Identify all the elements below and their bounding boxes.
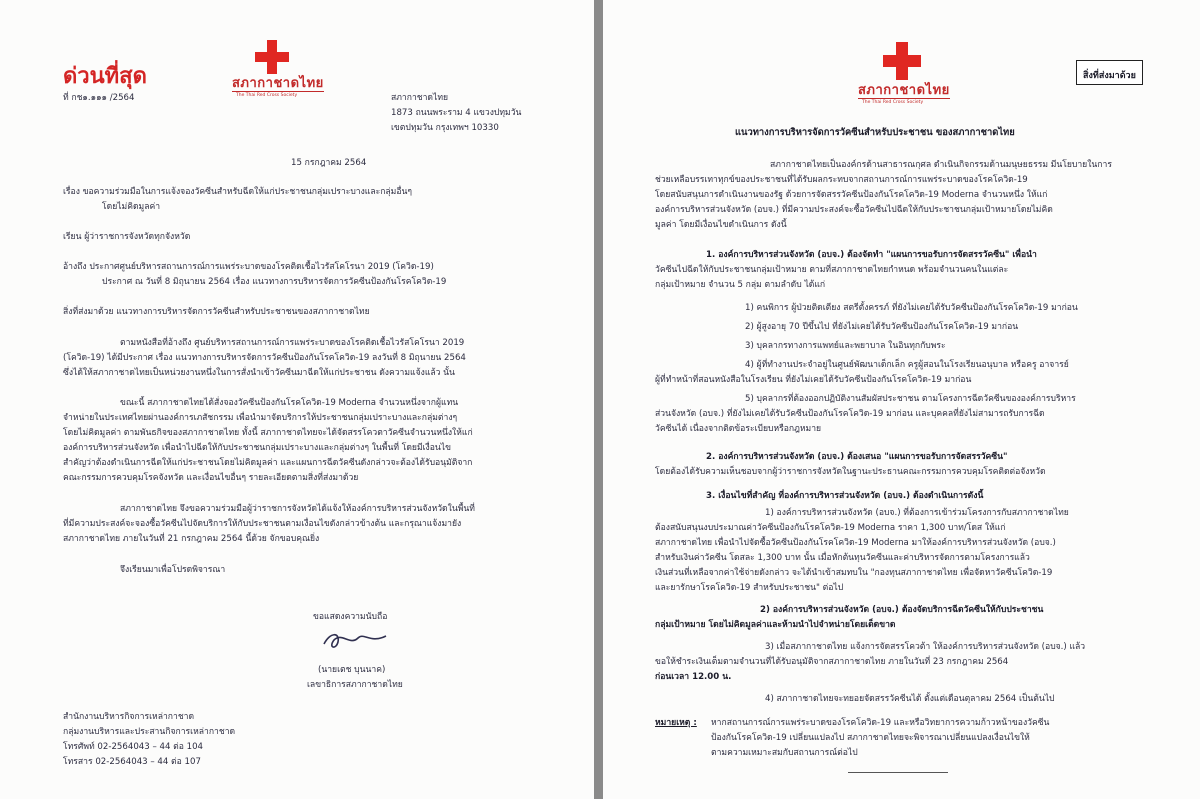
group-3: 3) บุคลากรทางการแพทย์และพยาบาล ในอินทุกกับพระ <box>745 341 946 351</box>
note-line-1: หากสถานการณ์การแพร่ระบาดของโรคโควิด-19 และหรือวิทยาการความก้าวหน้าของวัคซีน <box>711 718 1050 728</box>
para2-line-6: คณะกรรมการควบคุมโรคจังหวัด และเงื่อนไขอื่นๆ รายละเอียดตามสิ่งที่ส่งมาด้วย <box>63 473 359 483</box>
condition-1-line-5: เงินส่วนที่เหลือจากค่าใช้จ่ายดังกล่าว จะได้นำเข้าสมทบใน "กองทุนสภากาชาดไทย เพื่อจัดหาวัคซีนโควิด-19 <box>655 568 1053 578</box>
section-2-body: โดยต้องได้รับความเห็นชอบจากผู้ว่าราชการจังหวัดในฐานะประธานคณะกรรมการควบคุมโรคติดต่อจังหวัด <box>655 467 1046 477</box>
group-1: 1) คนพิการ ผู้ป่วยติดเตียง สตรีตั้งครรภ์ ที่ยังไม่เคยได้รับวัคซีนป้องกันโรคโควิด-19 มาก่อน <box>745 303 1078 313</box>
note-label: หมายเหตุ : <box>655 718 697 728</box>
para1-line-2: (โควิด-19) ได้มีประกาศ เรื่อง แนวทางการบริหารจัดการวัคซีนป้องกันโรคโควิด-19 ลงวันที่ 8 มิถุนายน 2564 <box>63 353 466 363</box>
enclosure-stamp-text: สิ่งที่ส่งมาด้วย <box>1083 71 1136 81</box>
enclosure-title: แนวทางการบริหารจัดการวัคซีนสำหรับประชาชน ของสภากาชาดไทย <box>735 127 1015 138</box>
logo-text-th: สภากาชาดไทย <box>858 83 950 98</box>
para1-line-1: ตามหนังสือที่อ้างถึง ศูนย์บริหารสถานการณ์การแพร่ระบาดของโรคติดเชื้อไวรัสโคโรนา 2019 <box>120 338 465 348</box>
condition-1-line-6: และยารักษาโรคโควิด-19 สำหรับประชาชน" ต่อไป <box>655 583 844 593</box>
group-5-line-2: ส่วนจังหวัด (อบจ.) ที่ยังไม่เคยได้รับวัคซีนป้องกันโรคโควิด-19 มาก่อน และบุคคลที่ยังไม่สามารถรับการฉีด <box>655 409 1045 419</box>
enclosure-stamp <box>1076 60 1143 85</box>
letter-page <box>0 0 594 799</box>
sender-line-3: เขตปทุมวัน กรุงเทพฯ 10330 <box>391 123 499 133</box>
para2-line-1: ขณะนี้ สภากาชาดไทยได้สั่งจองวัคซีนป้องกันโรคโควิด-19 Moderna จำนวนหนึ่งจากผู้แทน <box>120 398 459 408</box>
recipient: เรียน ผู้ว่าราชการจังหวัดทุกจังหวัด <box>63 232 191 242</box>
para3-line-1: สภากาชาดไทย จึงขอความร่วมมือผู้ว่าราชการจังหวัดได้แจ้งให้องค์การบริหารส่วนจังหวัดในพื้นที่ <box>120 504 475 514</box>
group-5-line-1: 5) บุคลากรที่ต้องออกปฏิบัติงานสัมผัสประชาชน ตามโครงการฉีดวัคซีนขององค์การบริหาร <box>745 394 1076 404</box>
note-line-2: ป้องกันโรคโควิด-19 เปลี่ยนแปลงไป สภากาชาดไทยจะพิจารณาเปลี่ยนแปลงเงื่อนไขให้ <box>711 733 1030 743</box>
para2-line-2: จำหน่ายในประเทศไทยผ่านองค์การเภสัชกรรม เพื่อนำมาจัดบริการให้ประชาชนกลุ่มเปราะบางและกลุ่มต่างๆ <box>63 413 458 423</box>
section-3-title: 3. เงื่อนไขที่สำคัญ ที่องค์การบริหารส่วนจังหวัด (อบจ.) ต้องดำเนินการดังนี้ <box>706 491 984 501</box>
sender-line-2: 1873 ถนนพระราม 4 แขวงปทุมวัน <box>391 108 522 118</box>
section-1-title: 1. องค์การบริหารส่วนจังหวัด (อบจ.) ต้องจัดทำ "แผนการขอรับการจัดสรรวัคซีน" เพื่อนำ <box>706 250 1037 260</box>
intro-line-2: ช่วยเหลือบรรเทาทุกข์ของประชาชนที่ได้รับผลกระทบจากสถานการณ์การแพร่ระบาดของโรคโควิด-19 <box>655 175 1028 185</box>
red-cross-logo <box>255 40 289 74</box>
condition-1-line-2: ต้องสนับสนุนงบประมาณค่าวัคซีนป้องกันโรคโควิด-19 Moderna ราคา 1,300 บาท/โดส ให้แก่ <box>655 523 1006 533</box>
subject-line-2: โดยไม่คิดมูลค่า <box>102 202 161 212</box>
para1-line-3: ซึ่งได้ให้สภากาชาดไทยเป็นหน่วยงานหนึ่งในการสั่งนำเข้าวัคซีนมาฉีดให้แก่ประชาชน ดังความแจ้งแล้ว นั้น <box>63 368 455 378</box>
handwritten-signature <box>320 626 390 654</box>
section-1-body-1: วัคซีนไปฉีดให้กับประชาชนกลุ่มเป้าหมาย ตามที่สภากาชาดไทยกำหนด พร้อมจำนวนคนในแต่ละ <box>655 265 1009 275</box>
condition-3-line-3: ก่อนเวลา 12.00 น. <box>655 672 732 682</box>
para2-line-4: องค์การบริหารส่วนจังหวัด เพื่อนำไปฉีดให้กับประชาชนกลุ่มเปราะบางและกลุ่มต่างๆ ในพื้นที่ โดยมีเงื่อนไข <box>63 443 451 453</box>
section-1-body-2: กลุ่มเป้าหมาย จำนวน 5 กลุ่ม ตามลำดับ ได้แก่ <box>655 280 826 290</box>
intro-line-1: สภากาชาดไทยเป็นองค์กรด้านสาธารณกุศล ดำเนินกิจกรรมด้านมนุษยธรรม มีนโยบายในการ <box>770 160 1112 170</box>
subject-line-1: เรื่อง ขอความร่วมมือในการแจ้งจองวัคซีนสำหรับฉีดให้แก่ประชาชนกลุ่มเปราะบางและกลุ่มอื่นๆ <box>63 187 412 197</box>
office-phone: โทรศัพท์ 02-2564043 – 44 ต่อ 104 <box>63 742 204 752</box>
office-line-1: สำนักงานบริหารกิจการเหล่ากาชาด <box>63 712 195 722</box>
end-rule <box>848 772 948 773</box>
condition-1-line-3: สภากาชาดไทย เพื่อนำไปจัดซื้อวัคซีนป้องกันโรคโควิด-19 Moderna มาให้องค์การบริหารส่วนจังหวัด (อบจ.) <box>655 538 1056 548</box>
enclosure: สิ่งที่ส่งมาด้วย แนวทางการบริหารจัดการวัคซีนสำหรับประชาชนของสภากาชาดไทย <box>63 307 370 317</box>
para3-line-3: สภากาชาดไทย ภายในวันที่ 21 กรกฎาคม 2564 นี้ด้วย จักขอบคุณยิ่ง <box>63 534 320 544</box>
para3-line-2: ที่มีความประสงค์จะจองซื้อวัคซีนไปจัดบริการให้กับประชาชนตามเงื่อนไขดังกล่าวข้างต้น และกรุณาแจ้งมายัง <box>63 519 462 529</box>
letter-date: 15 กรกฎาคม 2564 <box>291 158 367 168</box>
logo-text-en: The Thai Red Cross Society <box>236 93 298 98</box>
red-cross-logo <box>883 42 921 80</box>
section-2-title: 2. องค์การบริหารส่วนจังหวัด (อบจ.) ต้องเสนอ "แผนการขอรับการจัดสรรวัคซีน" <box>706 452 1008 462</box>
reference-line-2: ประกาศ ณ วันที่ 8 มิถุนายน 2564 เรื่อง แนวทางการบริหารจัดการวัคซีนป้องกันโรคโควิด-19 <box>102 277 447 287</box>
condition-2-line-2: กลุ่มเป้าหมาย โดยไม่คิดมูลค่าและห้ามนำไปจำหน่ายโดยเด็ดขาด <box>655 620 896 630</box>
document-number: ที่ กช๑.๑๑๑ /2564 <box>63 93 135 103</box>
regards: ขอแสดงความนับถือ <box>313 612 388 622</box>
group-2: 2) ผู้สูงอายุ 70 ปีขึ้นไป ที่ยังไม่เคยได้รับวัคซีนป้องกันโรคโควิด-19 มาก่อน <box>745 322 1019 332</box>
condition-4: 4) สภากาชาดไทยจะทยอยจัดสรรวัคซีนได้ ตั้งแต่เดือนตุลาคม 2564 เป็นต้นไป <box>765 694 1055 704</box>
para2-line-5: สำคัญว่าต้องดำเนินการฉีดให้แก่ประชาชนโดยไม่คิดมูลค่า และแผนการฉีดวัคซีนดังกล่าวจะต้องได้รับอนุมัติจาก <box>63 458 473 468</box>
intro-line-5: มูลค่า โดยมีเงื่อนไขดำเนินการ ดังนี้ <box>655 220 787 230</box>
para2-line-3: โดยไม่คิดมูลค่า ตามพันธกิจของสภากาชาดไทย ทั้งนี้ สภากาชาดไทยจะได้จัดสรรโควตาวัคซีนจำนวนหนึ่งให้แก่ <box>63 428 473 438</box>
office-line-2: กลุ่มงานบริหารและประสานกิจการเหล่ากาชาด <box>63 727 236 737</box>
sender-line-1: สภากาชาดไทย <box>391 93 449 103</box>
condition-1-line-1: 1) องค์การบริหารส่วนจังหวัด (อบจ.) ที่ต้องการเข้าร่วมโครงการกับสภากาชาดไทย <box>765 508 1069 518</box>
logo-text-th: สภากาชาดไทย <box>232 76 324 91</box>
urgency-stamp: ด่วนที่สุด <box>63 63 147 89</box>
condition-3-line-2: ขอให้ชำระเงินเต็มตามจำนวนที่ได้รับอนุมัติจากสภากาชาดไทย ภายในวันที่ 23 กรกฎาคม 2564 <box>655 657 1009 667</box>
note-line-3: ตามความเหมาะสมกับสถานการณ์ต่อไป <box>711 748 858 758</box>
group-4-line-2: ผู้ที่ทำหน้าที่สอนหนังสือในโรงเรียน ที่ยังไม่เคยได้รับวัคซีนป้องกันโรคโควิด-19 มาก่อน <box>655 375 972 385</box>
group-4-line-1: 4) ผู้ที่ทำงานประจำอยู่ในศูนย์พัฒนาเด็กเล็ก ครูผู้สอนในโรงเรียนอนุบาล หรือครู อาจารย์ <box>745 360 1069 370</box>
condition-3-line-1: 3) เมื่อสภากาชาดไทย แจ้งการจัดสรรโควต้า ให้องค์การบริหารส่วนจังหวัด (อบจ.) แล้ว <box>765 642 1086 652</box>
office-fax: โทรสาร 02-2564043 – 44 ต่อ 107 <box>63 757 201 767</box>
logo-text-en: The Thai Red Cross Society <box>862 100 924 105</box>
signer-name: (นายเตช บุนนาค) <box>318 665 386 675</box>
group-5-line-3: วัคซีนได้ เนื่องจากติดข้อระเบียบหรือกฎหมาย <box>655 424 822 434</box>
condition-2-line-1: 2) องค์การบริหารส่วนจังหวัด (อบจ.) ต้องจัดบริการฉีดวัคซีนให้กับประชาชน <box>760 605 1044 615</box>
condition-1-line-4: สำหรับเงินค่าวัคซีน โดสละ 1,300 บาท นั้น เมื่อหักต้นทุนวัคซีนและค่าบริหารจัดการตามโครงการแล้ว <box>655 553 1030 563</box>
signer-title: เลขาธิการสภากาชาดไทย <box>307 680 403 690</box>
intro-line-3: โดยสนับสนุนการดำเนินงานของรัฐ ด้วยการจัดสรรวัคซีนป้องกันโรคโควิด-19 Moderna จำนวนหนึ่ง ให้แก่ <box>655 190 1048 200</box>
reference-line-1: อ้างถึง ประกาศศูนย์บริหารสถานการณ์การแพร่ระบาดของโรคติดเชื้อไวรัสโคโรนา 2019 (โควิด-19) <box>63 262 434 272</box>
intro-line-4: องค์การบริหารส่วนจังหวัด (อบจ.) ที่มีความประสงค์จะซื้อวัคซีนไปฉีดให้กับประชาชนกลุ่มเป้าหมายโดยไม่คิด <box>655 205 1053 215</box>
closing-request: จึงเรียนมาเพื่อโปรดพิจารณา <box>120 565 226 575</box>
